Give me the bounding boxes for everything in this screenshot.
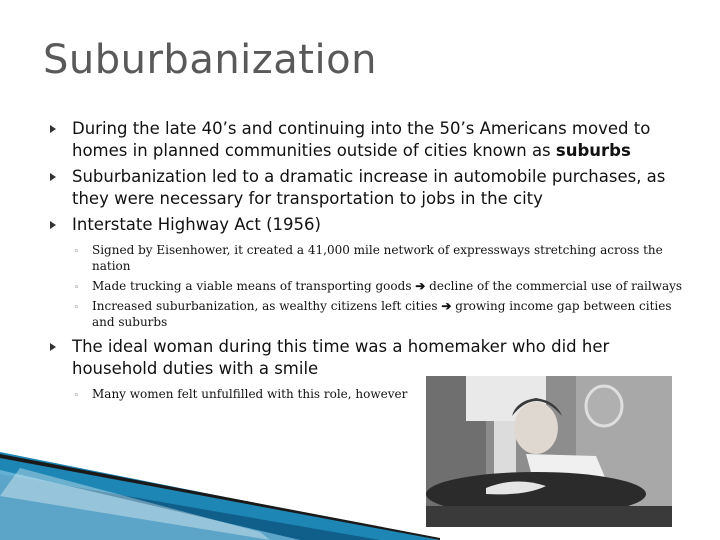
sub-bullet-text: Many women felt unfulfilled with this role, however xyxy=(92,387,408,401)
bullet-4-text: The ideal woman during this time was a homemaker who did her household duties with a smile xyxy=(72,337,610,378)
bullet-2 xyxy=(50,166,690,210)
triangle-bullet-icon xyxy=(50,125,56,133)
bullet-1-text: During the late 40’s and continuing into the 50’s Americans moved to homes in planned communities outside of cities known as xyxy=(72,119,651,160)
slide-content xyxy=(50,118,690,408)
circle-bullet-icon: ◦ xyxy=(74,283,80,293)
arrow-icon: ➔ xyxy=(415,279,426,293)
sub-bullet-text: Made trucking a viable means of transporting goods xyxy=(92,279,416,293)
sub-bullet-text: Signed by Eisenhower, it created a 41,000 mile network of expressways stretching across the nation xyxy=(92,243,663,273)
circle-bullet-icon: ◦ xyxy=(74,247,80,257)
bullet-3-text: Interstate Highway Act (1956) xyxy=(72,215,321,234)
slide-title: Suburbanization xyxy=(43,37,377,83)
woman-dusting-table-photo xyxy=(426,376,672,527)
sub-bullet-text: Increased suburbanization, as wealthy citizens left cities xyxy=(92,299,442,313)
bullet-1-bold: suburbs xyxy=(555,141,631,160)
arrow-icon: ➔ xyxy=(441,299,452,313)
triangle-bullet-icon xyxy=(50,343,56,351)
sub-bullet-text: decline of the commercial use of railways xyxy=(425,279,683,293)
sub-bullet xyxy=(50,242,690,274)
sub-bullet-text: growing income gap between cities and suburbs xyxy=(92,299,672,329)
bullet-3 xyxy=(50,214,690,236)
bullet-4 xyxy=(50,336,672,380)
triangle-bullet-icon xyxy=(50,173,56,181)
bullet-2-text: Suburbanization led to a dramatic increase in automobile purchases, as they were necessary for transportation to jobs in the city xyxy=(72,167,666,208)
bullet-1 xyxy=(50,118,690,162)
sub-bullet xyxy=(50,298,690,330)
decorative-swoosh xyxy=(0,440,440,540)
sub-bullet xyxy=(50,278,690,294)
circle-bullet-icon: ◦ xyxy=(74,391,80,401)
triangle-bullet-icon xyxy=(50,221,56,229)
bullet-3-sublist xyxy=(50,242,690,330)
circle-bullet-icon: ◦ xyxy=(74,303,80,313)
